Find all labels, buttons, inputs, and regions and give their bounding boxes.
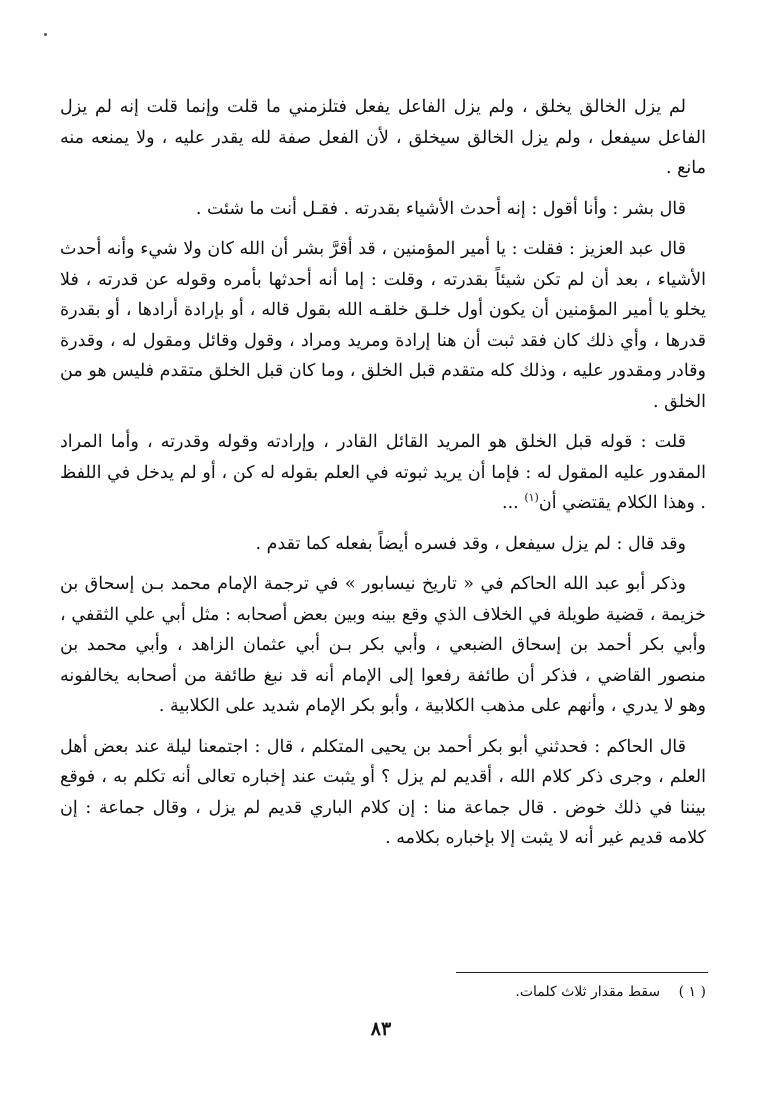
paragraph-4 bbox=[60, 427, 706, 519]
scan-speck bbox=[44, 33, 47, 36]
footnote bbox=[400, 982, 706, 1002]
footnote-number: ( ١ ) bbox=[678, 984, 706, 1000]
footnote-marker: (١) bbox=[524, 491, 539, 505]
paragraph-1: لم يزل الخالق يخلق ، ولم يزل الفاعل يفعل فتلزمني ما قلت وإنما قلت إنه لم يزل الفاعل سيفعل ، ولم يزل الخالق سيخلق ، لأن الفعل صفة لله يقدر عليه ، ولا يمنعه منه مانع . bbox=[60, 97, 706, 178]
paragraph-4-text: قلت : قوله قبل الخلق هو المريد القائل القادر ، وإرادته وقوله وقدرته ، وأما المراد المقدور عليه المقول له : فإما أن يريد ثبوته في العلم بقوله له كن ، أو لم يدخل في اللفظ . وهذا الكلام يقتضي أن bbox=[60, 432, 706, 513]
paragraph-3: قال عبد العزيز : فقلت : يا أمير المؤمنين ، قد أقرَّ بشر أن الله كان ولا شيء وأنه أحدث الأشياء ، بعد أن لم تكن شيئاً بقدرته ، وقلت : إما أنه أحدثها بأمره وقوله عن قدرته ، فلا يخلو يا أمير المؤمنين أن يكون أول خلـق خلقـه الله بقول قاله ، أو بإرادة أرادها ، أو بقدرة قدرها ، وأي ذلك كان فقد ثبت أن هنا إرادة ومريد ومراد ، وقول وقائل ومقول له ، وقدرة وقادر ومقدور عليه ، وذلك كله متقدم قبل الخلق ، وما كان قبل الخلق متقدم فليس هو من الخلق . bbox=[60, 239, 706, 412]
ellipsis: ... bbox=[502, 493, 519, 513]
paragraph-2: قال بشر : وأنا أقول : إنه أحدث الأشياء بقدرته . فقـل أنت ما شئت . bbox=[195, 198, 686, 219]
paragraph-5: وقد قال : لم يزل سيفعل ، وقد فسره أيضاً بفعله كما تقدم . bbox=[255, 533, 686, 554]
footnote-text: سقط مقدار ثلاث كلمات. bbox=[515, 984, 661, 1000]
paragraph-7: قال الحاكم : فحدثني أبو بكر أحمد بن يحيى المتكلم ، قال : اجتمعنا ليلة عند بعض أهل العلم ، وجرى ذكر كلام الله ، أقديم لم يزل ؟ أو يثبت عند إخباره تعالى أنه تكلم به ، فوقع بيننا في ذلك خوض . قال جماعة منا : إن كلام الباري قديم لم يزل ، وقال جماعة : إن كلامه قديم غير أنه لا يثبت إلا بإخباره بكلامه . bbox=[60, 736, 706, 848]
main-text bbox=[60, 92, 706, 864]
paragraph-6: وذكر أبو عبد الله الحاكم في « تاريخ نيسابور » في ترجمة الإمام محمد بـن إسحاق بن خزيمة ، قضية طويلة في الخلاف الذي وقع بينه وبين بعض أصحابه : مثل أبي علي الثقفي ، وأبي بكر أحمد بن إسحاق الضبعي ، وأبي بكر بـن أبي عثمان الزاهد ، وأبي محمد بن منصور القاضي ، فذكر أن طائفة رفعوا إلى الإمام أنه قد نبغ طائفة من أصحابه يخالفونه وهو لا يدري ، وأنهم على مذهب الكلابية ، وأبو بكر الإمام شديد على الكلابية . bbox=[60, 574, 706, 716]
footnote-divider bbox=[456, 972, 708, 973]
page-number: ٨٣ bbox=[370, 1018, 392, 1040]
